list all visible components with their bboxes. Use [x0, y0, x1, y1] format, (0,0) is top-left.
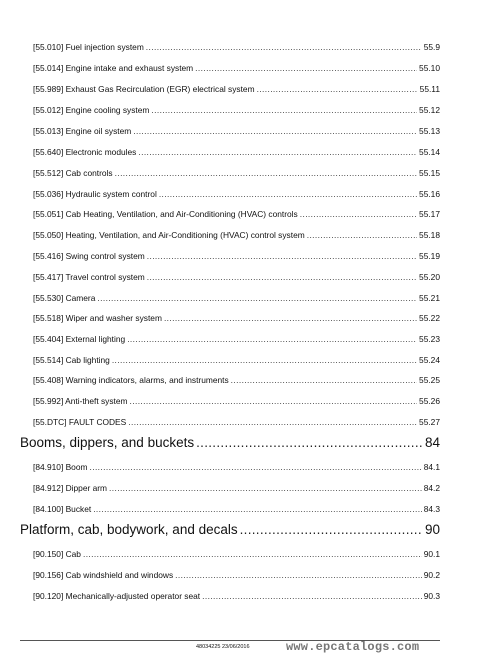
toc-entry-page: 55.25 [419, 375, 440, 385]
toc-entry[interactable] [33, 417, 440, 427]
toc-entry-label: [55.640] Electronic modules [33, 147, 137, 157]
toc-entry[interactable] [33, 334, 440, 344]
dot-leader [109, 483, 422, 493]
toc-entry[interactable] [33, 375, 440, 385]
toc-entry-page: 55.23 [419, 334, 440, 344]
toc-section-page: 84 [424, 435, 440, 450]
toc-entry-label: [55.012] Engine cooling system [33, 105, 150, 115]
toc-section-page: 90 [424, 522, 440, 537]
toc-entry[interactable] [33, 105, 440, 115]
dot-leader [257, 84, 418, 94]
toc-entry[interactable] [33, 63, 440, 73]
dot-leader [89, 462, 421, 472]
toc-section-heading[interactable] [20, 522, 440, 537]
dot-leader [112, 355, 417, 365]
toc-entry-page: 90.1 [423, 549, 440, 559]
dot-leader [202, 591, 422, 601]
toc-entry[interactable] [33, 549, 440, 559]
toc-entry-label: [55.036] Hydraulic system control [33, 189, 157, 199]
toc-entry-page: 55.13 [419, 126, 440, 136]
toc-entry[interactable] [33, 355, 440, 365]
dot-leader [133, 126, 417, 136]
toc-entry-page: 55.11 [419, 84, 440, 94]
toc-entry[interactable] [33, 570, 440, 580]
toc-entry-label: [90.156] Cab windshield and windows [33, 570, 174, 580]
toc-entry-page: 55.26 [419, 396, 440, 406]
toc-entry-page: 90.2 [423, 570, 440, 580]
toc-entry[interactable] [33, 168, 440, 178]
toc-entry[interactable] [33, 42, 440, 52]
dot-leader [130, 396, 418, 406]
toc-entry[interactable] [33, 126, 440, 136]
dot-leader [147, 251, 417, 261]
toc-entry-label: [55.013] Engine oil system [33, 126, 132, 136]
toc-entry[interactable] [33, 483, 440, 493]
dot-leader [127, 334, 417, 344]
toc-entry-label: [55.512] Cab controls [33, 168, 113, 178]
toc-entry[interactable] [33, 591, 440, 601]
toc-entry-page: 55.12 [419, 105, 440, 115]
toc-entry-page: 84.3 [423, 504, 440, 514]
toc-entry-label: [90.120] Mechanically-adjusted operator seat [33, 591, 201, 601]
toc-entry-page: 55.19 [419, 251, 440, 261]
toc-entry-page: 55.22 [419, 313, 440, 323]
toc-entry[interactable] [33, 504, 440, 514]
toc-entry-page: 55.10 [419, 63, 440, 73]
toc-entry-page: 55.20 [419, 272, 440, 282]
toc-entry-page: 55.17 [419, 209, 440, 219]
toc-entry-page: 55.27 [419, 417, 440, 427]
toc-entry-page: 55.14 [419, 147, 440, 157]
dot-leader [195, 63, 417, 73]
toc-entry-page: 55.15 [419, 168, 440, 178]
toc-entry[interactable] [33, 84, 440, 94]
toc-entry[interactable] [33, 209, 440, 219]
dot-leader [147, 272, 417, 282]
toc-entry-label: [55.DTC] FAULT CODES [33, 417, 127, 427]
toc-entry-label: [55.518] Wiper and washer system [33, 313, 162, 323]
toc-entry-page: 55.21 [419, 293, 440, 303]
document-code: 48034225 23/06/2016 [196, 644, 250, 650]
dot-leader [151, 105, 417, 115]
dot-leader [164, 313, 417, 323]
toc-entry-label: [55.530] Camera [33, 293, 96, 303]
dot-leader [115, 168, 417, 178]
toc-entry[interactable] [33, 462, 440, 472]
toc-entry[interactable] [33, 293, 440, 303]
toc-entry-page: 55.18 [419, 230, 440, 240]
toc-entry[interactable] [33, 189, 440, 199]
toc-section-heading[interactable] [20, 435, 440, 450]
dot-leader [240, 522, 423, 537]
toc-entry-page: 55.16 [419, 189, 440, 199]
dot-leader [128, 417, 417, 427]
toc-entry-label: [84.912] Dipper arm [33, 483, 108, 493]
toc-entry-label: [55.989] Exhaust Gas Recirculation (EGR) electrical system [33, 84, 255, 94]
toc-entry-label: [55.010] Fuel injection system [33, 42, 144, 52]
dot-leader [300, 209, 417, 219]
watermark: www.epcatalogs.com [286, 640, 420, 654]
dot-leader [196, 435, 423, 450]
toc-entry[interactable] [33, 147, 440, 157]
dot-leader [138, 147, 417, 157]
dot-leader [146, 42, 422, 52]
dot-leader [159, 189, 417, 199]
toc-entry-page: 55.24 [419, 355, 440, 365]
toc-section-label: Platform, cab, bodywork, and decals [20, 522, 238, 537]
toc-entry-label: [55.014] Engine intake and exhaust system [33, 63, 194, 73]
dot-leader [231, 375, 417, 385]
toc-entry-label: [84.100] Bucket [33, 504, 92, 514]
toc-entry-page: 90.3 [423, 591, 440, 601]
toc-section-label: Booms, dippers, and buckets [20, 435, 195, 450]
toc-entry-label: [55.050] Heating, Ventilation, and Air-Conditioning (HVAC) control system [33, 230, 305, 240]
toc-entry-label: [55.417] Travel control system [33, 272, 145, 282]
dot-leader [97, 293, 417, 303]
toc-entry-label: [55.408] Warning indicators, alarms, and instruments [33, 375, 229, 385]
dot-leader [307, 230, 417, 240]
toc-entry-page: 84.1 [423, 462, 440, 472]
toc-entry-page: 55.9 [423, 42, 440, 52]
toc-entry-label: [55.051] Cab Heating, Ventilation, and Air-Conditioning (HVAC) controls [33, 209, 298, 219]
toc-entry[interactable] [33, 230, 440, 240]
toc-entry-label: [84.910] Boom [33, 462, 88, 472]
toc-entry-label: [55.416] Swing control system [33, 251, 145, 261]
toc-entry[interactable] [33, 396, 440, 406]
dot-leader [175, 570, 422, 580]
dot-leader [93, 504, 421, 514]
toc-entry[interactable] [33, 251, 440, 261]
toc-entry[interactable] [33, 313, 440, 323]
dot-leader [83, 549, 422, 559]
toc-entry-page: 84.2 [423, 483, 440, 493]
toc-entry-label: [55.404] External lighting [33, 334, 126, 344]
toc-entry-label: [55.992] Anti-theft system [33, 396, 128, 406]
toc-entry-label: [90.150] Cab [33, 549, 81, 559]
toc-entry-label: [55.514] Cab lighting [33, 355, 110, 365]
toc-entry[interactable] [33, 272, 440, 282]
